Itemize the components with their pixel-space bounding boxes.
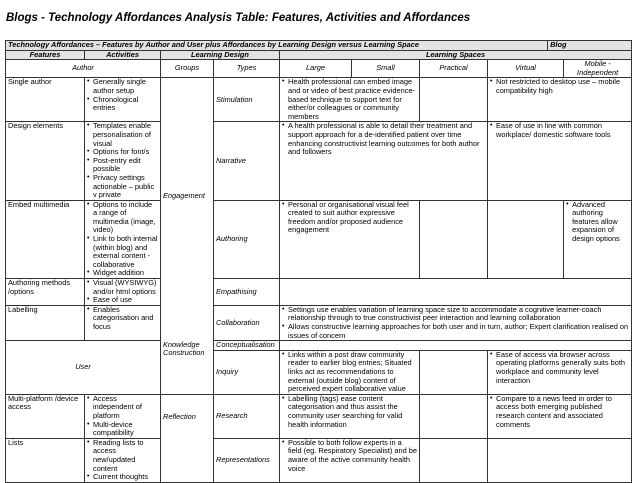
list-item: • Widget addition xyxy=(87,269,158,278)
space-cell xyxy=(280,341,632,351)
table-row xyxy=(6,122,632,200)
type-cell: Narrative xyxy=(214,122,280,200)
groups-cell xyxy=(161,279,214,306)
list-item: • Reading lists to access new/updated content xyxy=(87,439,158,473)
list-item: • Compare to a news feed in order to access both emerging published research content and associated comments xyxy=(490,395,629,429)
activities-cell xyxy=(85,122,161,200)
list-item: • Links within a post draw community reader to earlier blog entries; Situated links act as recommendations to external (outside blog) content of perceived expert collaborative value xyxy=(282,351,417,394)
list-item: • Health professional can embed image and or video of best practice evidence-based technique to support text for either/or colleagues or community members xyxy=(282,78,417,121)
page-title: Blogs - Technology Affordances Analysis Table: Features, Activities and Affordances xyxy=(6,12,471,24)
list-item: • Ease of access via browser across operating platforms generally suits both workplace and community level interaction xyxy=(490,351,629,385)
table-row xyxy=(6,279,632,306)
space-cell xyxy=(280,305,632,340)
list-item: • A health professional is able to detail their treatment and support approach for a de-identified patient over time enhancing constructivist learning outcomes for both author and followers xyxy=(282,122,485,156)
groups-cell xyxy=(161,305,214,340)
table-row xyxy=(6,438,632,482)
groups-cell: Engagement xyxy=(161,122,214,200)
feature-label: Single author xyxy=(6,78,85,122)
groups-cell: Reflection xyxy=(161,394,214,482)
mobile-subheader: Mobile - Independent xyxy=(564,60,632,78)
space-cell xyxy=(564,200,632,278)
virtual-cell xyxy=(488,200,564,278)
space-cell xyxy=(488,394,632,438)
list-item: • Visual (WYSIWYG) and/or html options xyxy=(87,279,158,296)
space-cell xyxy=(280,394,420,438)
groups-cell xyxy=(161,78,214,122)
practical-cell xyxy=(420,350,488,394)
practical-subheader: Practical xyxy=(420,60,488,78)
space-cell xyxy=(280,279,632,306)
table-header-title: Technology Affordances – Features by Author and User plus Affordances by Learning Design versus Learning Space xyxy=(6,41,548,51)
large-subheader: Large xyxy=(280,60,352,78)
list-item: • Settings use enables variation of learning space size to accommodate a cognitive learner-coach relationship through to true constructivist peer interaction and learning collaboration xyxy=(282,306,629,323)
activities-cell xyxy=(85,78,161,122)
blog-header: Blog xyxy=(548,41,632,51)
subheader-row xyxy=(6,60,632,78)
type-cell: Stimulation xyxy=(214,78,280,122)
list-item: • Not restricted to desktop use – mobile compatibility high xyxy=(490,78,629,95)
groups-cell: Knowledge Construction xyxy=(161,341,214,395)
table-row xyxy=(6,394,632,438)
space-cell xyxy=(488,78,632,122)
space-cell xyxy=(280,438,420,482)
list-item: • Chronological entries xyxy=(87,96,158,113)
type-cell: Collaboration xyxy=(214,305,280,340)
list-item: • Options to include a range of multimedia (image, video) xyxy=(87,201,158,235)
list-item: • Templates enable personalisation of visual xyxy=(87,122,158,148)
table-row xyxy=(6,200,632,278)
feature-label: Design elements xyxy=(6,122,85,200)
type-cell: Representations xyxy=(214,438,280,482)
space-cell xyxy=(280,350,420,394)
space-cell xyxy=(280,122,488,200)
activities-cell xyxy=(85,438,161,482)
activities-cell xyxy=(85,200,161,278)
list-item: • Multi-device compatibility xyxy=(87,421,158,438)
list-item: • Privacy settings actionable – public v private xyxy=(87,174,158,200)
types-subheader: Types xyxy=(214,60,280,78)
activities-cell xyxy=(85,394,161,438)
type-cell: Conceptualisation xyxy=(214,341,280,351)
space-cell xyxy=(488,350,632,394)
list-item: • Labelling (tags) ease content categorisation and thus assist the community user searching for valid health information xyxy=(282,395,417,429)
groups-cell xyxy=(161,200,214,278)
list-item: • Enables categorisation and focus xyxy=(87,306,158,332)
table-row xyxy=(6,78,632,122)
activities-cell xyxy=(85,279,161,306)
practical-cell xyxy=(420,78,488,122)
list-item: • Post-entry edit possible xyxy=(87,157,158,174)
learning-design-header: Learning Design xyxy=(161,50,280,60)
feature-label: Authoring methods /options xyxy=(6,279,85,306)
list-item: • Options for font/s xyxy=(87,148,158,157)
affordances-table xyxy=(5,40,632,483)
list-item: • Access independent of platform xyxy=(87,395,158,421)
list-item: • Generally single author setup xyxy=(87,78,158,95)
author-subheader: Author xyxy=(6,60,161,78)
type-cell: Empathising xyxy=(214,279,280,306)
type-cell: Research xyxy=(214,394,280,438)
feature-label: Multi-platform /device access xyxy=(6,394,85,438)
space-cell xyxy=(280,78,420,122)
type-cell: Inquiry xyxy=(214,350,280,394)
feature-label: Labelling xyxy=(6,305,85,340)
space-cell xyxy=(488,438,632,482)
list-item: • Ease of use in line with common workplace/ domestic software tools xyxy=(490,122,629,139)
practical-cell xyxy=(420,394,488,438)
list-item: • Advanced authoring features allow expansion of design options xyxy=(566,201,629,244)
header-row-1 xyxy=(6,41,632,51)
learning-spaces-header: Learning Spaces xyxy=(280,50,632,60)
list-item: • Possible to both follow experts in a field (eg. Respiratory Specialist) and be aware of the active community health voice xyxy=(282,439,417,473)
space-cell xyxy=(280,200,420,278)
feature-label: Embed multimedia xyxy=(6,200,85,278)
user-label: User xyxy=(6,341,161,395)
practical-cell xyxy=(420,438,488,482)
activities-header: Activities xyxy=(85,50,161,60)
activities-cell xyxy=(85,305,161,340)
list-item: • Personal or organisational visual feel created to suit author expressive freedom and/or proposed audience engagement xyxy=(282,201,417,235)
practical-cell xyxy=(420,200,488,278)
space-cell xyxy=(488,122,632,200)
table-row xyxy=(6,341,632,351)
list-item: • Current thoughts xyxy=(87,473,158,482)
header-row-2 xyxy=(6,50,632,60)
list-item: • Allows constructive learning approaches for both user and in turn, author; Expert clarification realised on issues of concern xyxy=(282,323,629,340)
groups-subheader: Groups xyxy=(161,60,214,78)
table-row xyxy=(6,305,632,340)
type-cell: Authoring xyxy=(214,200,280,278)
feature-label: Lists xyxy=(6,438,85,482)
features-header: Features xyxy=(6,50,85,60)
list-item: • Ease of use xyxy=(87,296,158,305)
virtual-subheader: Virtual xyxy=(488,60,564,78)
list-item: • Link to both internal (within blog) and external content - collaborative xyxy=(87,235,158,269)
small-subheader: Small xyxy=(352,60,420,78)
